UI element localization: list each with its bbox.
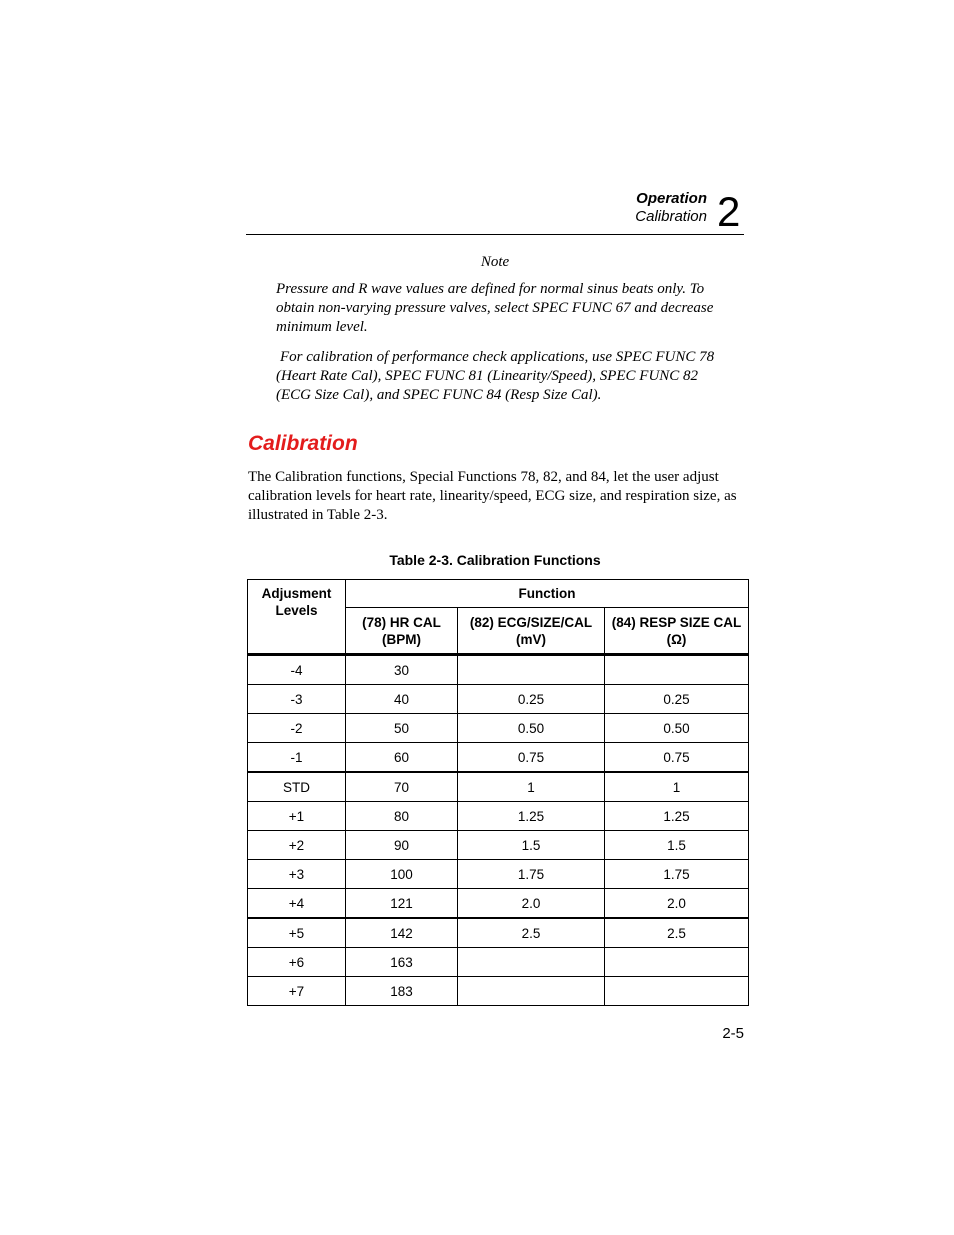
cell-resp-ohm: 0.75: [605, 743, 749, 773]
cell-ecg-mv: [458, 977, 605, 1006]
body-paragraph: The Calibration functions, Special Functions 78, 82, and 84, let the user adjust calibration levels for heart rate, linearity/speed, ECG size, and respiration size, as illustrated in Table 2-3.: [248, 469, 737, 523]
cell-level: -1: [248, 743, 346, 773]
cell-ecg-mv: 1.25: [458, 802, 605, 831]
header-subsection-title: Calibration: [635, 208, 707, 225]
cell-hr-bpm: 183: [346, 977, 458, 1006]
table-row: [248, 860, 749, 889]
header-divider: [246, 234, 744, 235]
table-row: [248, 948, 749, 977]
cell-resp-ohm: 1.5: [605, 831, 749, 860]
cell-resp-ohm: 1.25: [605, 802, 749, 831]
cell-resp-ohm: 0.25: [605, 685, 749, 714]
cell-ecg-mv: 1: [458, 772, 605, 802]
table-row: [248, 802, 749, 831]
table-row: [248, 831, 749, 860]
cell-level: +1: [248, 802, 346, 831]
cell-hr-bpm: 121: [346, 889, 458, 919]
cell-level: -3: [248, 685, 346, 714]
header-ecg-size-cal: (82) ECG/SIZE/CAL (mV): [458, 608, 605, 655]
cell-level: +7: [248, 977, 346, 1006]
table-row: [248, 889, 749, 919]
section-title: Calibration: [248, 432, 358, 455]
cell-level: -2: [248, 714, 346, 743]
cell-hr-bpm: 30: [346, 655, 458, 685]
table-caption: Table 2-3. Calibration Functions: [389, 552, 601, 568]
cell-level: +6: [248, 948, 346, 977]
cell-hr-bpm: 70: [346, 772, 458, 802]
cell-hr-bpm: 100: [346, 860, 458, 889]
cell-hr-bpm: 50: [346, 714, 458, 743]
cell-resp-ohm: 1: [605, 772, 749, 802]
header-hr-cal: (78) HR CAL (BPM): [346, 608, 458, 655]
table-row: [248, 685, 749, 714]
header-function: Function: [346, 580, 749, 608]
cell-resp-ohm: [605, 977, 749, 1006]
cell-level: +2: [248, 831, 346, 860]
cell-level: STD: [248, 772, 346, 802]
cell-hr-bpm: 40: [346, 685, 458, 714]
cell-resp-ohm: 2.5: [605, 918, 749, 948]
cell-resp-ohm: 1.75: [605, 860, 749, 889]
cell-ecg-mv: 0.25: [458, 685, 605, 714]
header-resp-size-cal: (84) RESP SIZE CAL (Ω): [605, 608, 749, 655]
cell-ecg-mv: 1.75: [458, 860, 605, 889]
cell-hr-bpm: 163: [346, 948, 458, 977]
cell-level: +3: [248, 860, 346, 889]
cell-ecg-mv: [458, 655, 605, 685]
cell-hr-bpm: 142: [346, 918, 458, 948]
running-header: [560, 190, 707, 226]
note-paragraph-2: For calibration of performance check applications, use SPEC FUNC 78 (Heart Rate Cal), SPEC FUNC 81 (Linearity/Speed), SPEC FUNC 82 (ECG Size Cal), and SPEC FUNC 84 (Resp Size Cal).: [276, 349, 715, 403]
cell-ecg-mv: 2.5: [458, 918, 605, 948]
cell-hr-bpm: 60: [346, 743, 458, 773]
cell-ecg-mv: 0.50: [458, 714, 605, 743]
cell-level: +4: [248, 889, 346, 919]
table-row: [248, 655, 749, 685]
header-adjustment-levels: Adjusment Levels: [248, 580, 346, 655]
cell-ecg-mv: 1.5: [458, 831, 605, 860]
cell-level: -4: [248, 655, 346, 685]
note-paragraph-1: Pressure and R wave values are defined for normal sinus beats only. To obtain non-varying pressure valves, select SPEC FUNC 67 and decrease minimum level.: [276, 281, 714, 335]
table-row: [248, 714, 749, 743]
cell-ecg-mv: 2.0: [458, 889, 605, 919]
cell-ecg-mv: 0.75: [458, 743, 605, 773]
page-number: 2-5: [722, 1025, 744, 1042]
cell-hr-bpm: 80: [346, 802, 458, 831]
cell-resp-ohm: [605, 655, 749, 685]
table-row: [248, 977, 749, 1006]
chapter-number: 2: [717, 188, 741, 235]
note-label: Note: [480, 254, 510, 270]
cell-resp-ohm: 2.0: [605, 889, 749, 919]
table-row: [248, 918, 749, 948]
cell-hr-bpm: 90: [346, 831, 458, 860]
calibration-functions-table: [247, 579, 749, 1006]
cell-ecg-mv: [458, 948, 605, 977]
cell-resp-ohm: [605, 948, 749, 977]
cell-resp-ohm: 0.50: [605, 714, 749, 743]
table-row: [248, 772, 749, 802]
table-row: [248, 743, 749, 773]
cell-level: +5: [248, 918, 346, 948]
header-section-title: Operation: [636, 190, 707, 207]
